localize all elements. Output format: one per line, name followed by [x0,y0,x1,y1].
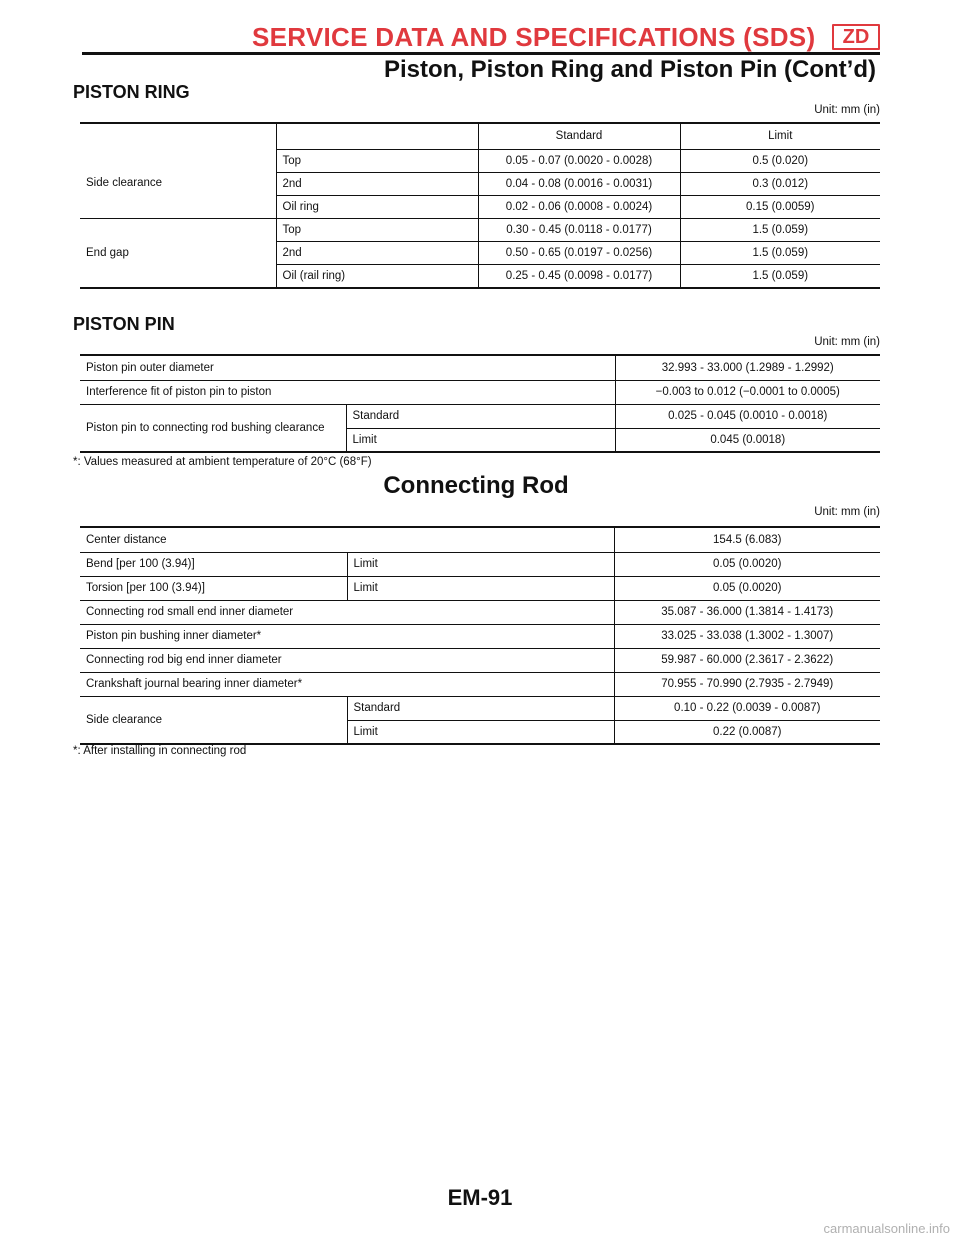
row-limit: 1.5 (0.059) [680,241,880,264]
row-label: Connecting rod small end inner diameter [80,600,614,624]
row-value: 32.993 - 33.000 (1.2989 - 1.2992) [615,355,880,380]
row-value: 0.025 - 0.045 (0.0010 - 0.0018) [615,404,880,428]
header-empty-cell [80,123,276,149]
table-row [80,600,880,624]
page-number: EM-91 [447,1185,513,1210]
table-row [80,149,880,172]
header-rule [82,52,880,55]
table-row [80,696,880,720]
row-value: 33.025 - 33.038 (1.3002 - 1.3007) [614,624,880,648]
side-clearance-label: Side clearance [80,696,347,744]
table-row [80,404,880,428]
row-item: 2nd [276,172,478,195]
row-value: 0.05 (0.0020) [614,576,880,600]
side-clearance-label: Side clearance [80,149,276,218]
table-row [80,380,880,404]
row-item: Oil ring [276,195,478,218]
row-standard: 0.05 - 0.07 (0.0020 - 0.0028) [478,149,680,172]
row-standard: 0.50 - 0.65 (0.0197 - 0.0256) [478,241,680,264]
section-title: SERVICE DATA AND SPECIFICATIONS (SDS) [252,22,816,52]
row-limit: 0.5 (0.020) [680,149,880,172]
row-limit: 1.5 (0.059) [680,264,880,288]
table-row [80,527,880,552]
row-item: 2nd [276,241,478,264]
connecting-rod-footnote: *: After installing in connecting rod [73,745,247,757]
table-header-row [80,123,880,149]
header-empty-cell [276,123,478,149]
row-label: Piston pin outer diameter [80,355,615,380]
table-row [80,355,880,380]
row-limit: 0.15 (0.0059) [680,195,880,218]
engine-code-badge: ZD [832,24,880,50]
row-label: Connecting rod big end inner diameter [80,648,614,672]
row-sub-label: Limit [346,428,615,452]
row-standard: 0.30 - 0.45 (0.0118 - 0.0177) [478,218,680,241]
row-sub-label: Limit [347,720,614,744]
row-sub-label: Standard [347,696,614,720]
row-item: Top [276,149,478,172]
row-value: 0.10 - 0.22 (0.0039 - 0.0087) [614,696,880,720]
piston-ring-unit: Unit: mm (in) [814,104,880,116]
piston-pin-unit: Unit: mm (in) [814,336,880,348]
row-item: Oil (rail ring) [276,264,478,288]
bushing-clearance-label: Piston pin to connecting rod bushing clearance [80,404,346,452]
piston-pin-table [80,354,880,453]
row-standard: 0.25 - 0.45 (0.0098 - 0.0177) [478,264,680,288]
row-label: Bend [per 100 (3.94)] [80,552,347,576]
piston-ring-table [80,122,880,289]
row-value: 70.955 - 70.990 (2.7935 - 2.7949) [614,672,880,696]
row-value: −0.003 to 0.012 (−0.0001 to 0.0005) [615,380,880,404]
table-row [80,552,880,576]
row-value: 0.05 (0.0020) [614,552,880,576]
row-standard: 0.04 - 0.08 (0.0016 - 0.0031) [478,172,680,195]
col-standard: Standard [478,123,680,149]
row-value: 35.087 - 36.000 (1.3814 - 1.4173) [614,600,880,624]
table-row [80,576,880,600]
row-value: 59.987 - 60.000 (2.3617 - 2.3622) [614,648,880,672]
row-value: 0.045 (0.0018) [615,428,880,452]
row-sub-label: Limit [347,552,614,576]
connecting-rod-heading: Connecting Rod [383,472,569,499]
watermark-text: carmanualsonline.info [823,1221,950,1236]
row-item: Top [276,218,478,241]
col-limit: Limit [680,123,880,149]
piston-pin-footnote: *: Values measured at ambient temperature of 20°C (68°F) [73,456,372,468]
table-row [80,672,880,696]
table-row [80,624,880,648]
connecting-rod-table [80,526,880,745]
page-subtitle: Piston, Piston Ring and Piston Pin (Cont’d) [384,56,876,83]
row-label: Interference fit of piston pin to piston [80,380,615,404]
row-value: 0.22 (0.0087) [614,720,880,744]
row-label: Center distance [80,527,614,552]
table-row [80,218,880,241]
row-label: Crankshaft journal bearing inner diameter* [80,672,614,696]
row-standard: 0.02 - 0.06 (0.0008 - 0.0024) [478,195,680,218]
row-limit: 0.3 (0.012) [680,172,880,195]
row-label: Piston pin bushing inner diameter* [80,624,614,648]
connecting-rod-unit: Unit: mm (in) [814,506,880,518]
row-value: 154.5 (6.083) [614,527,880,552]
row-sub-label: Standard [346,404,615,428]
table-row [80,648,880,672]
piston-pin-heading: PISTON PIN [73,314,175,334]
end-gap-label: End gap [80,218,276,288]
row-label: Torsion [per 100 (3.94)] [80,576,347,600]
row-limit: 1.5 (0.059) [680,218,880,241]
piston-ring-heading: PISTON RING [73,82,190,102]
row-sub-label: Limit [347,576,614,600]
